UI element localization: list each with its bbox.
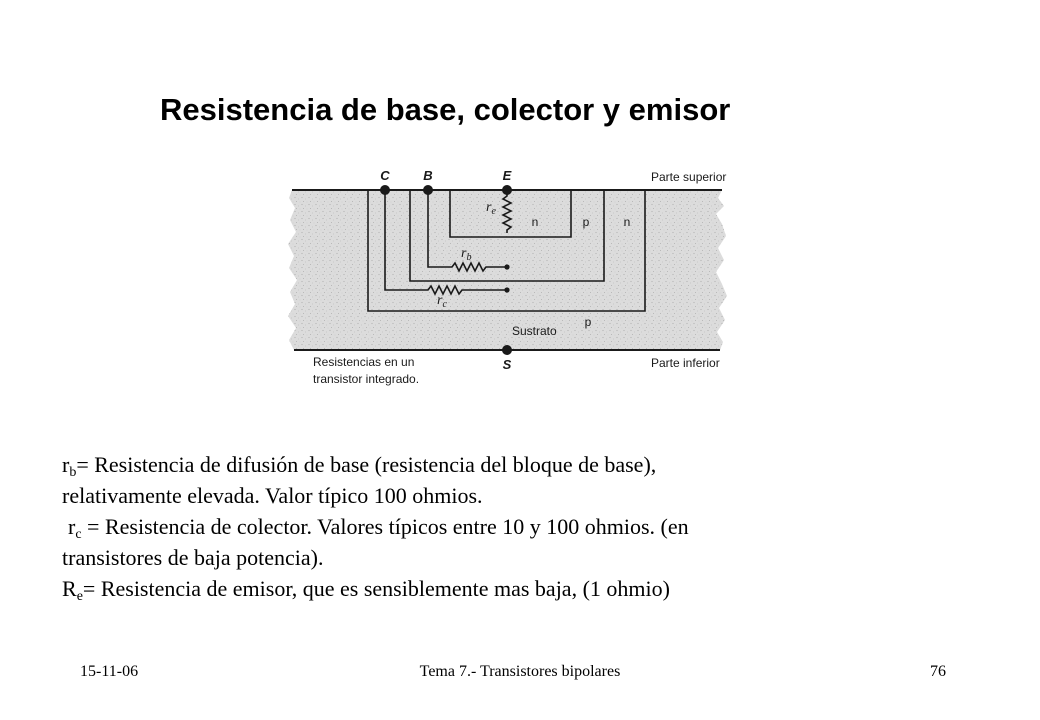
definition-subscript: e bbox=[76, 589, 83, 604]
re-subscript: e bbox=[491, 206, 496, 217]
footer-course-title: Tema 7.- Transistores bipolares bbox=[419, 663, 621, 680]
footer-date: 15-11-06 bbox=[80, 663, 139, 680]
definition-symbol: R bbox=[62, 576, 77, 601]
emitter-region-label: n bbox=[531, 215, 539, 229]
diagram-caption-line-2: transistor integrado. bbox=[313, 372, 420, 386]
rb-symbol: r bbox=[461, 246, 467, 261]
chip-texture bbox=[288, 190, 727, 350]
slide-title: Resistencia de base, colector y emisor bbox=[160, 92, 731, 127]
definition-line bbox=[62, 480, 689, 511]
bottom-surface-label: Parte inferior bbox=[651, 356, 720, 370]
substrate-region-label: p bbox=[584, 315, 592, 329]
definition-subscript: b bbox=[69, 465, 77, 480]
collector-terminal bbox=[380, 185, 390, 195]
definition-text: relativamente elevada. Valor típico 100 ohmios. bbox=[62, 483, 483, 508]
definition-re bbox=[62, 573, 689, 604]
top-surface-label: Parte superior bbox=[651, 170, 727, 184]
definition-line bbox=[62, 449, 689, 480]
definition-subscript: c bbox=[75, 527, 82, 542]
definition-text: transistores de baja potencia). bbox=[62, 545, 324, 570]
rb-node bbox=[504, 264, 509, 269]
rb-subscript: b bbox=[466, 252, 472, 263]
collector-region-label: n bbox=[623, 215, 631, 229]
emitter-label: E bbox=[502, 168, 512, 183]
substrate-terminal bbox=[502, 345, 512, 355]
definition-text: = Resistencia de colector. Valores típicos entre 10 y 100 ohmios. (en bbox=[81, 514, 689, 539]
base-region-label: p bbox=[582, 215, 590, 229]
substrate-label: Sustrato bbox=[512, 324, 557, 338]
rc-subscript: c bbox=[442, 299, 447, 310]
definition-rc bbox=[62, 511, 689, 573]
rc-symbol: r bbox=[437, 293, 443, 308]
base-label: B bbox=[423, 168, 433, 183]
definition-line bbox=[62, 542, 689, 573]
definition-text: = Resistencia de emisor, que es sensiblemente mas baja, (1 ohmio) bbox=[82, 576, 670, 601]
definition-rb bbox=[62, 449, 689, 511]
re-symbol: r bbox=[486, 200, 492, 215]
diagram-caption-line-1: Resistencias en un bbox=[313, 355, 415, 369]
base-terminal bbox=[423, 185, 433, 195]
emitter-terminal bbox=[502, 185, 512, 195]
definition-text: = Resistencia de difusión de base (resistencia del bloque de base), bbox=[76, 452, 657, 477]
footer-page-number: 76 bbox=[930, 663, 946, 680]
collector-label: C bbox=[380, 168, 390, 183]
transistor-cross-section-diagram bbox=[280, 160, 740, 395]
substrate-terminal-label: S bbox=[502, 357, 512, 372]
rc-node bbox=[504, 287, 509, 292]
definition-line bbox=[62, 511, 689, 542]
definitions bbox=[62, 449, 689, 604]
definition-line bbox=[62, 573, 689, 604]
definition-symbol: r bbox=[62, 452, 70, 477]
definition-symbol: r bbox=[68, 514, 76, 539]
